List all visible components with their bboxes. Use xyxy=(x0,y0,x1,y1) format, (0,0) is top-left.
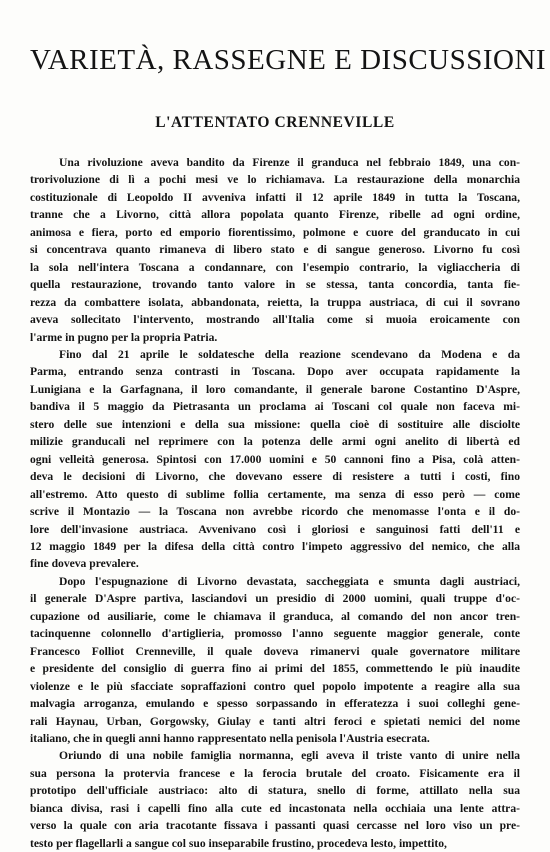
text-line: bianca divisa, rasi i capelli fino alla cute ed incastonata nella occhiaia una lente attra- xyxy=(30,801,520,815)
text-line: ogni velleità generosa. Spintosi con 17.000 uomini e 50 cannoni fino a Pisa, colà atten- xyxy=(30,452,520,466)
text-line: Una rivoluzione aveva bandito da Firenze il granduca nel febbraio 1849, una con- xyxy=(59,156,520,169)
text-line: Oriundo di una nobile famiglia normanna, egli aveva il triste vanto di unire nella xyxy=(59,749,520,763)
text-line: l'arme in pugno per la propria Patria. xyxy=(30,330,218,344)
text-line: all'estremo. Atto questo di sublime follia certamente, ma senza di esso però — come xyxy=(30,487,520,501)
article-body xyxy=(30,154,520,852)
text-line: testo per flagellarli a sangue col suo inseparabile frustino, procedeva lesto, impettito, xyxy=(30,836,447,850)
text-line: cupazione od ausiliarie, come le chiamava il granduca, al comando del non ancor tren- xyxy=(30,609,520,623)
text-line: malvagia arroganza, emulando e spesso sorpassando in efferatezza i suoi colleghi gene- xyxy=(30,697,520,711)
text-line: 12 maggio 1849 per la difesa della città contro l'impeto aggressivo del nemico, che alla xyxy=(30,539,520,553)
text-line: deva le decisioni di Livorno, che dovevano essere di resistere a tutti i costi, fino xyxy=(30,470,520,484)
text-line: rali Haynau, Urban, Gorgowsky, Giulay e tanti altri feroci e spietati nemici del nome xyxy=(30,714,520,728)
text-line: costituzionale di Leopoldo II avveniva infatti il 12 aprile 1849 in tutta la Toscana, xyxy=(30,190,520,204)
text-line: scrive il Montazio — la Toscana non avrebbe ricordo che menomasse l'onta e il do- xyxy=(30,505,520,519)
text-line: quella restaurazione, trovando tanto valore in se stessa, tanta concordia, tanta fie- xyxy=(30,278,520,292)
text-line: tacinquenne colonnello d'artiglieria, promosso l'anno seguente maggior generale, conte xyxy=(30,627,520,641)
text-line: violenze e le più sfacciate sopraffazioni contro quel popolo impotente a reagire alla sua xyxy=(30,679,520,693)
text-line: rezza da combattere isolata, abbandonata, reietta, la truppa austriaca, di cui il sovrano xyxy=(30,295,520,309)
paragraph xyxy=(30,154,520,346)
text-line: fine doveva prevalere. xyxy=(30,557,139,571)
text-line: Lunigiana e la Garfagnana, il loro comandante, il generale barone Costantino D'Aspre, xyxy=(30,382,520,396)
text-line: la sola nell'intera Toscana a condannare, con l'esempio contrario, la vigliaccheria di xyxy=(30,260,520,274)
text-line: bandiva il 5 maggio da Pietrasanta un proclama ai Toscani col quale non faceva mi- xyxy=(30,400,520,414)
text-line: e presidente del consiglio di guerra fino ai primi del 1855, commettendo le più inaudite xyxy=(30,662,520,676)
text-line: si concentrava quanto rimaneva di libero stato e di sangue generoso. Livorno fu così xyxy=(30,243,520,257)
text-line: sua persona la protervia francese e la ferocia brutale del croato. Fisicamente era il xyxy=(30,766,520,780)
text-line: aveva sollecitato l'intervento, mostrando all'Italia come si muoia eroicamente con xyxy=(30,313,520,327)
text-line: Dopo l'espugnazione di Livorno devastata, saccheggiata e smunta dagli austriaci, xyxy=(59,574,520,588)
text-line: Parma, entrando senza contrasti in Toscana. Dopo aver occupata rapidamente la xyxy=(30,365,520,379)
text-line: italiano, che in quegli anni hanno rappresentato nella penisola l'Austria esecrata. xyxy=(30,731,430,745)
text-line: prototipo dell'ufficiale austriaco: alto di statura, snello di forme, attillato nella sua xyxy=(30,784,520,798)
text-line: animosa e fiera, porto ed emporio fiorentissimo, polmone e cuore del granducato in cui xyxy=(30,225,520,239)
article-title: L'ATTENTATO CRENNEVILLE xyxy=(155,114,395,131)
text-line: lore dell'invasione austriaca. Avvenivano così i gloriosi e sanguinosi fatti dell'11 e xyxy=(30,522,520,536)
text-line: il generale D'Aspre partiva, lasciandovi un presidio di 2000 uomini, quali truppe d'oc- xyxy=(30,592,520,606)
section-title: VARIETÀ, RASSEGNE E DISCUSSIONI xyxy=(30,44,547,76)
paragraph xyxy=(30,346,520,573)
paragraph xyxy=(30,747,520,852)
text-line: milizie granducali nel reprimere con la potenza delle armi ogni anelito di libertà ed xyxy=(30,435,520,449)
text-line: tranne che a Livorno, città allora popolata quanto Firenze, ribelle ad ogni ordine, xyxy=(30,208,520,222)
text-line: verso la quale con aria tracotante fissava i passanti quasi cercasse nel loro viso un pre- xyxy=(30,819,520,833)
text-line: Francesco Folliot Crenneville, il quale doveva rimanervi quale governatore militare xyxy=(30,644,520,658)
paragraph xyxy=(30,573,520,748)
text-line: Fino dal 21 aprile le soldatesche della reazione scendevano da Modena e da xyxy=(59,347,520,361)
text-line: stero delle sue intenzioni e della sua missione: quella cioè di sostituire alle disciolte xyxy=(30,417,520,431)
text-line: trorivoluzione di lì a pochi mesi ve lo richiamava. La restaurazione della monarchia xyxy=(30,173,520,187)
